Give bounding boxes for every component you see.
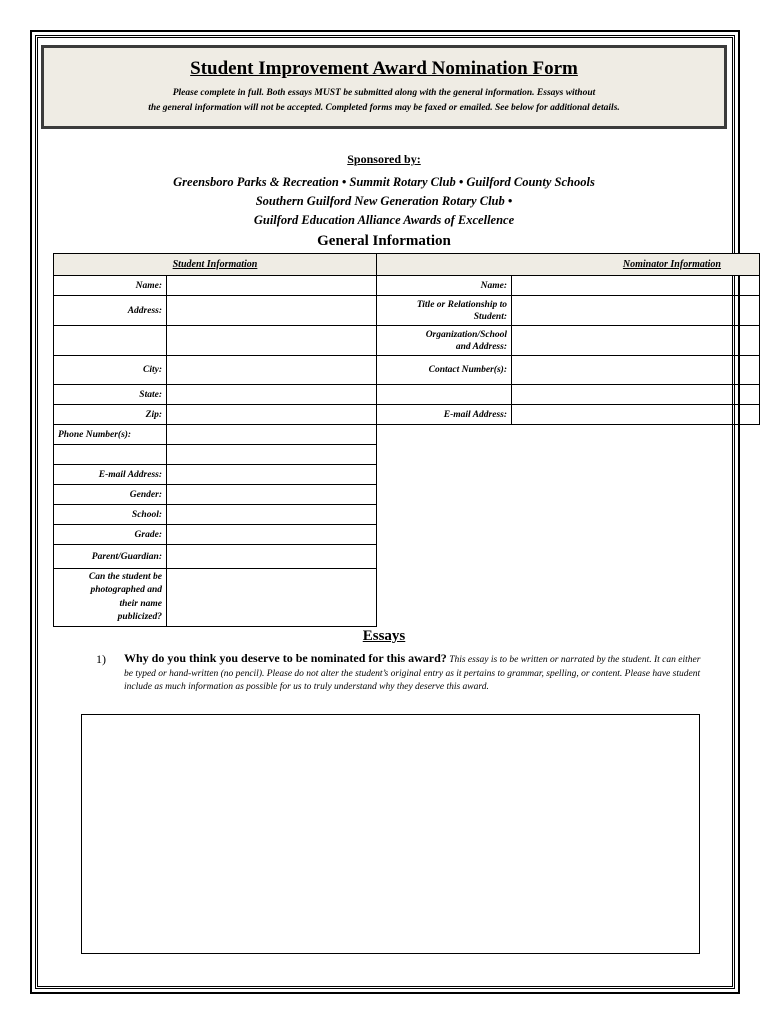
nominator-name-field[interactable] — [512, 276, 760, 296]
nominator-title-field[interactable] — [512, 296, 760, 326]
student-photo-consent-label — [54, 569, 167, 627]
student-phone-field[interactable] — [167, 425, 377, 445]
student-name-label: Name: — [54, 276, 167, 296]
student-state-label: State: — [54, 385, 167, 405]
title-box — [41, 45, 727, 129]
table-blank-area — [377, 425, 760, 627]
nominator-organization-field[interactable] — [512, 326, 760, 356]
nominator-organization-label-line-1: Organization/School — [425, 329, 507, 340]
student-zip-field[interactable] — [167, 405, 377, 425]
sponsor-line-3: Guilford Education Alliance Awards of Excellence — [253, 213, 515, 227]
photo-consent-line-3: their name — [119, 598, 162, 609]
essay-1-response-box[interactable] — [81, 714, 700, 954]
student-state-field[interactable] — [167, 385, 377, 405]
student-email-label: E-mail Address: — [54, 465, 167, 485]
form-title: Student Improvement Award Nomination Form — [190, 58, 578, 79]
student-parent-label: Parent/Guardian: — [54, 545, 167, 569]
student-gender-label: Gender: — [54, 485, 167, 505]
student-phone-label: Phone Number(s): — [54, 425, 167, 445]
student-grade-label: Grade: — [54, 525, 167, 545]
essays-heading: Essays — [362, 628, 406, 644]
photo-consent-line-1: Can the student be — [88, 571, 162, 582]
student-phone-field-2[interactable] — [167, 445, 377, 465]
nominator-contact-label: Contact Number(s): — [377, 356, 512, 385]
student-school-field[interactable] — [167, 505, 377, 525]
student-phone-label-blank — [54, 445, 167, 465]
nominator-email-label: E-mail Address: — [377, 405, 512, 425]
nominator-info-header: Nominator Information — [377, 254, 760, 276]
general-information-table — [53, 253, 760, 627]
student-address-label-blank — [54, 326, 167, 356]
nominator-title-label — [377, 296, 512, 326]
essay-question-1-body — [124, 652, 704, 695]
nominator-blank-label — [377, 385, 512, 405]
student-zip-label: Zip: — [54, 405, 167, 425]
student-parent-field[interactable] — [167, 545, 377, 569]
student-gender-field[interactable] — [167, 485, 377, 505]
nominator-name-label: Name: — [377, 276, 512, 296]
student-school-label: School: — [54, 505, 167, 525]
student-name-field[interactable] — [167, 276, 377, 296]
student-city-label: City: — [54, 356, 167, 385]
student-email-field[interactable] — [167, 465, 377, 485]
nominator-contact-field[interactable] — [512, 356, 760, 385]
general-information-heading: General Information — [317, 233, 451, 249]
photo-consent-line-2: photographed and — [90, 585, 162, 595]
photo-consent-line-4: publicized? — [117, 612, 162, 622]
nominator-email-field[interactable] — [512, 405, 760, 425]
sponsor-line-2: Southern Guilford New Generation Rotary Club • — [255, 194, 513, 208]
form-instructions — [44, 86, 724, 116]
student-city-field[interactable] — [167, 356, 377, 385]
sponsored-by-label: Sponsored by: — [347, 152, 421, 166]
nominator-title-label-line-2: Student: — [473, 311, 507, 322]
essay-question-1-number: 1) — [96, 652, 106, 666]
nominator-blank-field[interactable] — [512, 385, 760, 405]
instructions-line-1: Please complete in full. Both essays MUST be submitted along with the general information. Essays without — [172, 88, 596, 98]
instructions-line-2: the general information will not be accepted. Completed forms may be faxed or emailed. See below for additional details. — [148, 103, 620, 113]
student-address-field-2[interactable] — [167, 326, 377, 356]
student-address-field[interactable] — [167, 296, 377, 326]
student-photo-consent-field[interactable] — [167, 569, 377, 627]
essay-question-1-prompt: Why do you think you deserve to be nominated for this award? — [124, 651, 447, 665]
essay-question-1-instructions: This essay is to be written or narrated by the student. It can either be typed or hand-written (no pencil). Please do not alter the student’s original entry as it pertains to grammar, spelling, or content. Please have student include as much information as possible for us to truly understand why they deserve this award. — [124, 655, 701, 692]
student-grade-field[interactable] — [167, 525, 377, 545]
student-info-header: Student Information — [54, 254, 377, 276]
nominator-organization-label — [377, 326, 512, 356]
nominator-title-label-line-1: Title or Relationship to — [416, 299, 507, 310]
nominator-organization-label-line-2: and Address: — [455, 341, 507, 352]
student-address-label: Address: — [54, 296, 167, 326]
sponsor-line-1: Greensboro Parks & Recreation • Summit Rotary Club • Guilford County Schools — [173, 175, 595, 189]
